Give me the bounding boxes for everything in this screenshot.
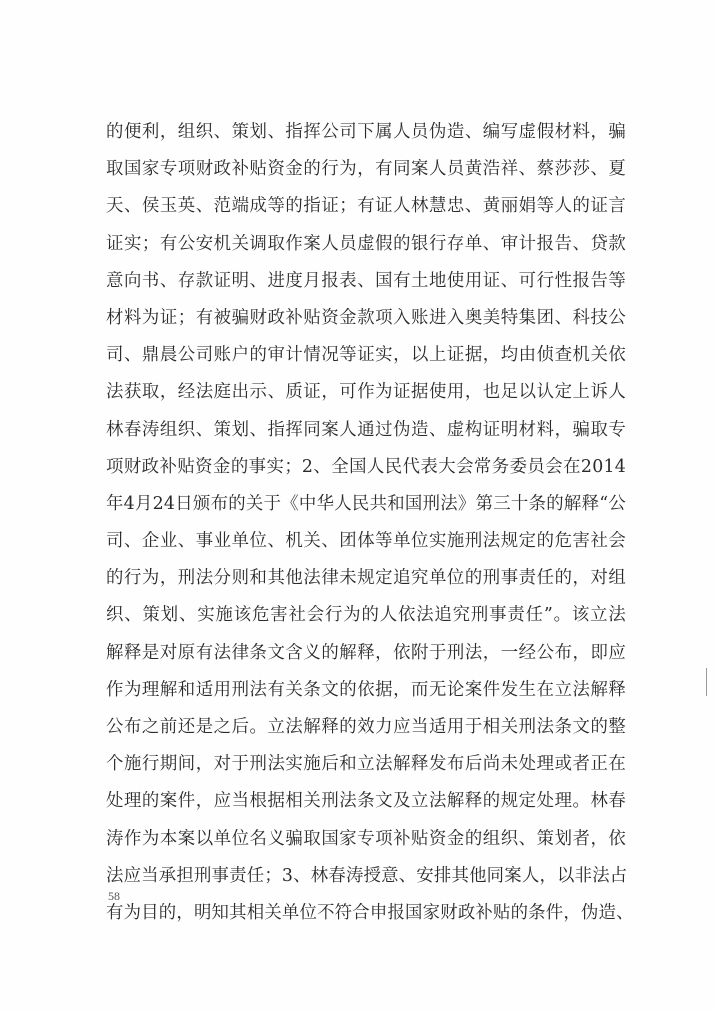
text-line: 年4月24日颁布的关于《中华人民共和国刑法》第三十条的解释“公 — [106, 493, 626, 514]
scan-artifact-line — [706, 668, 707, 696]
text-line: 的行为，刑法分则和其他法律未规定追究单位的刑事责任的，对组 — [106, 568, 626, 589]
text-line: 织、策划、实施该危害社会行为的人依法追究刑事责任”。该立法 — [106, 605, 626, 626]
text-line: 法应当承担刑事责任；3、林春涛授意、安排其他同案人，以非法占 — [106, 865, 628, 886]
text-line: 的便利，组织、策划、指挥公司下属人员伪造、编写虚假材料，骗 — [106, 122, 626, 142]
body-text — [106, 114, 634, 932]
text-line: 司、鼎晨公司账户的审计情况等证实，以上证据，均由侦查机关依 — [106, 345, 626, 366]
text-line: 意向书、存款证明、进度月报表、国有土地使用证、可行性报告等 — [106, 270, 626, 291]
text-line: 法获取，经法庭出示、质证，可作为证据使用，也足以认定上诉人 — [106, 382, 626, 403]
text-line: 个施行期间，对于刑法实施后和立法解释发布后尚未处理或者正在 — [106, 754, 626, 775]
text-line: 处理的案件，应当根据相关刑法条文及立法解释的规定处理。林春 — [106, 791, 626, 812]
text-line: 涛作为本案以单位名义骗取国家专项补贴资金的组织、策划者，依 — [106, 828, 626, 849]
text-line: 公布之前还是之后。立法解释的效力应当适用于相关刑法条文的整 — [106, 717, 626, 737]
text-line: 材料为证；有被骗财政补贴资金款项入账进入奥美特集团、科技公 — [106, 307, 626, 328]
text-line: 林春涛组织、策划、指挥同案人通过伪造、虚构证明材料，骗取专 — [106, 419, 626, 440]
text-line: 取国家专项财政补贴资金的行为，有同案人员黄浩祥、蔡莎莎、夏 — [106, 159, 626, 180]
text-line: 证实；有公安机关调取作案人员虚假的银行存单、审计报告、贷款 — [106, 233, 626, 254]
text-line: 天、侯玉英、范端成等的指证；有证人林慧忠、黄丽娟等人的证言 — [106, 196, 626, 217]
text-line: 司、企业、事业单位、机关、团体等单位实施刑法规定的危害社会 — [106, 531, 626, 552]
text-line: 作为理解和适用刑法有关条文的依据，而无论案件发生在立法解释 — [106, 679, 626, 700]
text-line: 有为目的，明知其相关单位不符合申报国家财政补贴的条件，伪造、 — [106, 902, 634, 923]
text-line: 项财政补贴资金的事实；2、全国人民代表大会常务委员会在2014 — [106, 456, 626, 477]
text-line: 解释是对原有法律条文含义的解释，依附于刑法，一经公布，即应 — [106, 642, 626, 663]
page-number: 58 — [108, 889, 120, 903]
